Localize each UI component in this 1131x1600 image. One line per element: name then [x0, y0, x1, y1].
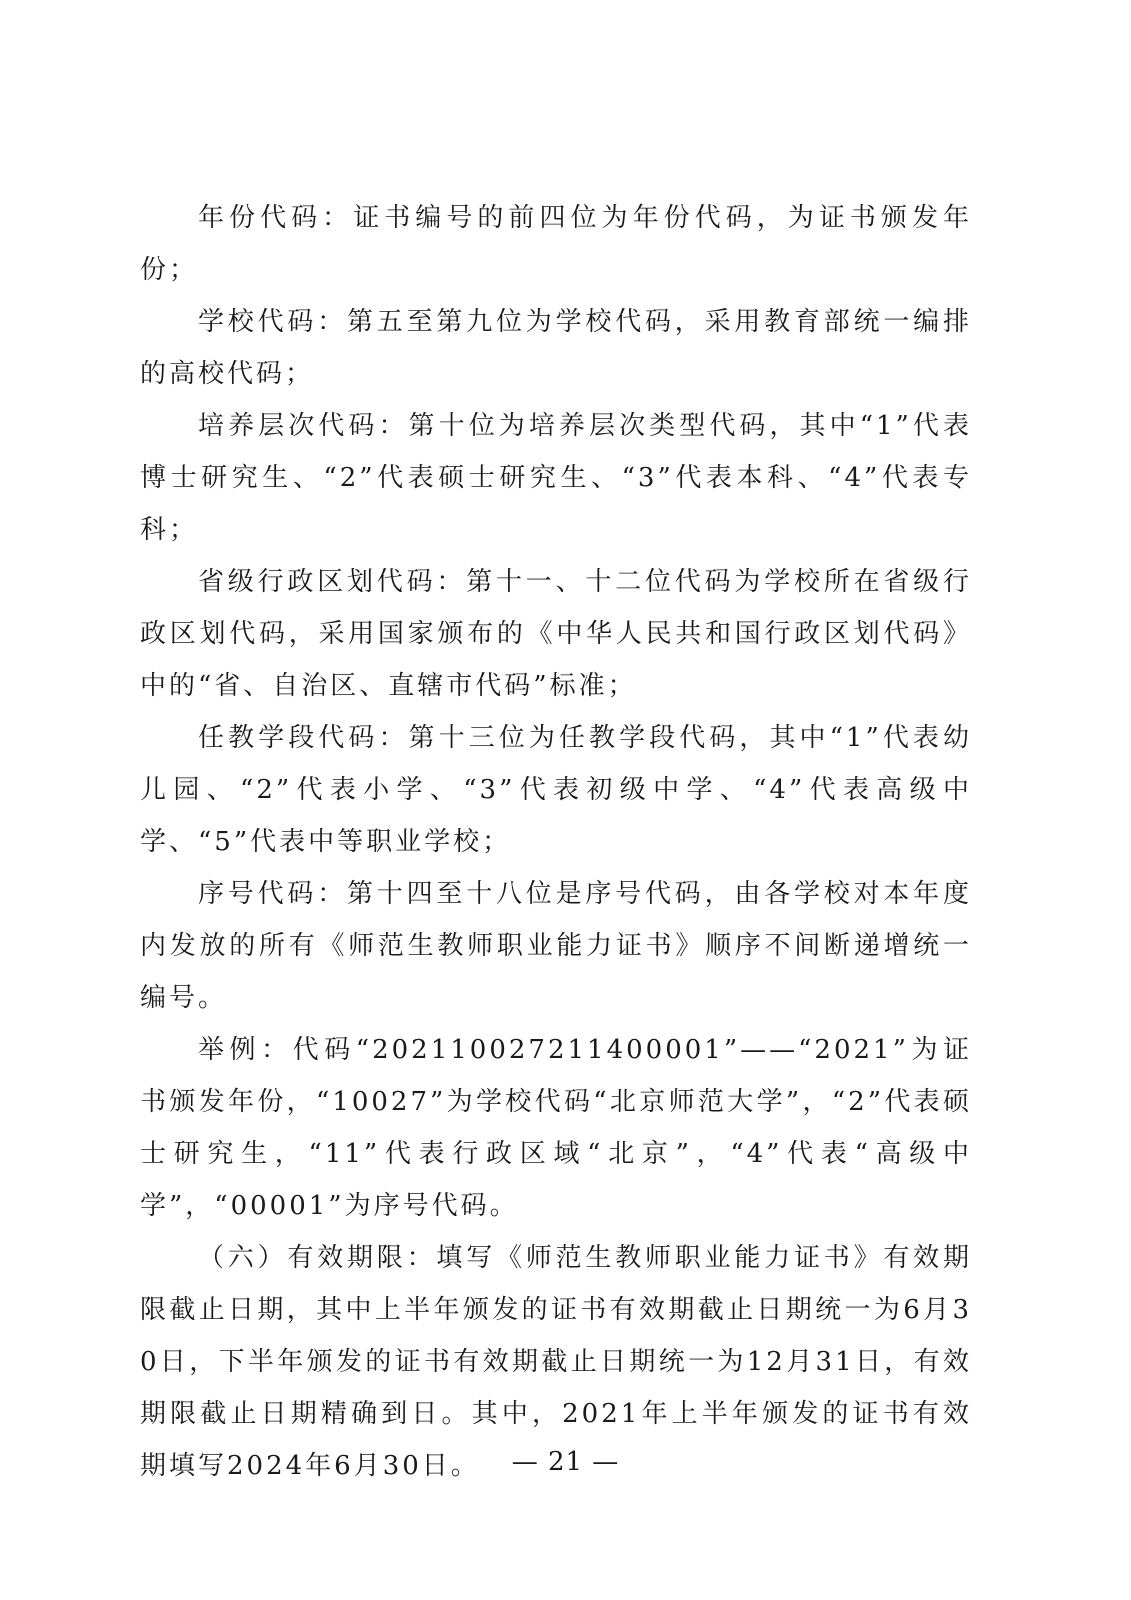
- paragraph-example: 举例：代码“202110027211400001”——“2021”为证书颁发年份，“10027”为学校代码“北京师范大学”，“2”代表硕士研究生，“11”代表行政区域“北京”，“4”代表“高级中学”，“00001”为序号代码。: [140, 1035, 972, 1221]
- paragraph-validity-period: （六）有效期限：填写《师范生教师职业能力证书》有效期限截止日期，其中上半年颁发的证书有效期截止日期统一为6月30日，下半年颁发的证书有效期截止日期统一为12月31日，有效期限截止日期精确到日。其中，2021年上半年颁发的证书有效期填写2024年6月30日。: [140, 1243, 972, 1481]
- paragraph-training-level-code: 培养层次代码：第十位为培养层次类型代码，其中“1”代表博士研究生、“2”代表硕士研究生、“3”代表本科、“4”代表专科；: [140, 411, 972, 545]
- paragraph-year-code: 年份代码：证书编号的前四位为年份代码，为证书颁发年份；: [140, 203, 972, 285]
- paragraph-serial-code: 序号代码：第十四至十八位是序号代码，由各学校对本年度内发放的所有《师范生教师职业能力证书》顺序不间断递增统一编号。: [140, 879, 972, 1013]
- paragraph-province-code: 省级行政区划代码：第十一、十二位代码为学校所在省级行政区划代码，采用国家颁布的《中华人民共和国行政区划代码》中的“省、自治区、直辖市代码”标准；: [140, 567, 972, 701]
- paragraph-teaching-stage-code: 任教学段代码：第十三位为任教学段代码，其中“1”代表幼儿园、“2”代表小学、“3”代表初级中学、“4”代表高级中学、“5”代表中等职业学校；: [140, 723, 972, 857]
- paragraph-school-code: 学校代码：第五至第九位为学校代码，采用教育部统一编排的高校代码；: [140, 307, 972, 389]
- page-number: — 21 —: [511, 1447, 620, 1477]
- body-text: [140, 192, 972, 1492]
